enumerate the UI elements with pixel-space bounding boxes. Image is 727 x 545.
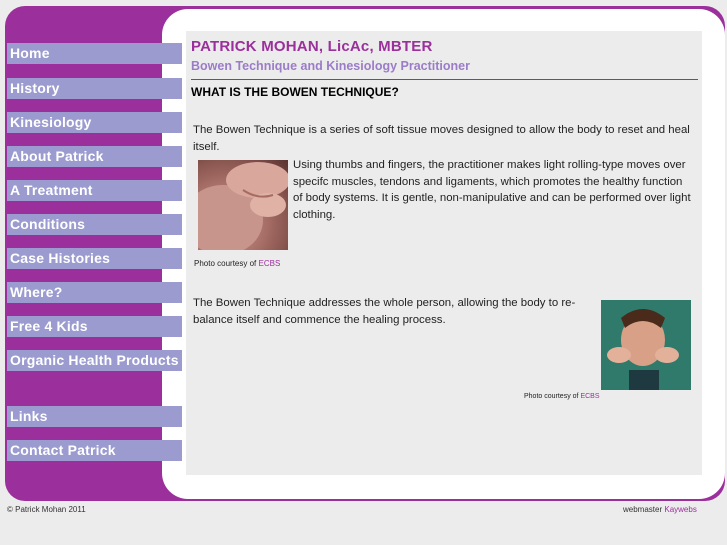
photo-caption-1 bbox=[194, 259, 280, 268]
treatment-photo-neck bbox=[601, 300, 691, 390]
holistic-paragraph: The Bowen Technique addresses the whole person, allowing the body to re-balance itself and commence the healing process. bbox=[193, 297, 576, 326]
footer-copyright: © Patrick Mohan 2011 bbox=[7, 505, 86, 514]
nav-item-kinesiology[interactable]: Kinesiology bbox=[7, 112, 182, 133]
ecbs-link[interactable]: ECBS bbox=[580, 393, 600, 400]
nav-item-home[interactable]: Home bbox=[7, 43, 182, 64]
nav-item-history[interactable]: History bbox=[7, 78, 182, 99]
kaywebs-link[interactable]: Kaywebs bbox=[664, 505, 697, 514]
nav-item-a-treatment[interactable]: A Treatment bbox=[7, 180, 182, 201]
header-divider bbox=[191, 79, 698, 80]
caption-text: Photo courtesy of bbox=[194, 259, 257, 268]
nav-item-case-histories[interactable]: Case Histories bbox=[7, 248, 182, 269]
site-title: PATRICK MOHAN, LicAc, MBTER bbox=[191, 38, 433, 55]
nav-item-conditions[interactable]: Conditions bbox=[7, 214, 182, 235]
nav-item-about-patrick[interactable]: About Patrick bbox=[7, 146, 182, 167]
nav-item-links[interactable]: Links bbox=[7, 406, 182, 427]
caption-text: Photo courtesy of bbox=[524, 393, 579, 400]
webmaster-label: webmaster bbox=[623, 505, 663, 514]
site-subtitle: Bowen Technique and Kinesiology Practitioner bbox=[191, 59, 470, 73]
photo-caption-2 bbox=[524, 393, 600, 400]
ecbs-link[interactable]: ECBS bbox=[258, 259, 281, 268]
page-heading: WHAT IS THE BOWEN TECHNIQUE? bbox=[191, 85, 399, 99]
nav-item-free-4-kids[interactable]: Free 4 Kids bbox=[7, 316, 182, 337]
footer-webmaster bbox=[623, 505, 697, 514]
nav-item-where[interactable]: Where? bbox=[7, 282, 182, 303]
nav-item-contact-patrick[interactable]: Contact Patrick bbox=[7, 440, 182, 461]
intro-paragraph: The Bowen Technique is a series of soft tissue moves designed to allow the body to reset and heal itself. bbox=[193, 124, 690, 153]
nav-item-organic-health-products[interactable]: Organic Health Products bbox=[7, 350, 182, 371]
technique-paragraph: Using thumbs and fingers, the practitioner makes light rolling-type moves over specifc muscles, tendons and ligaments, which promotes the healthy function of body systems. It is gentle, non-manipulative and can be performed over light clothing. bbox=[293, 159, 691, 221]
treatment-photo-shoulder bbox=[198, 160, 288, 250]
